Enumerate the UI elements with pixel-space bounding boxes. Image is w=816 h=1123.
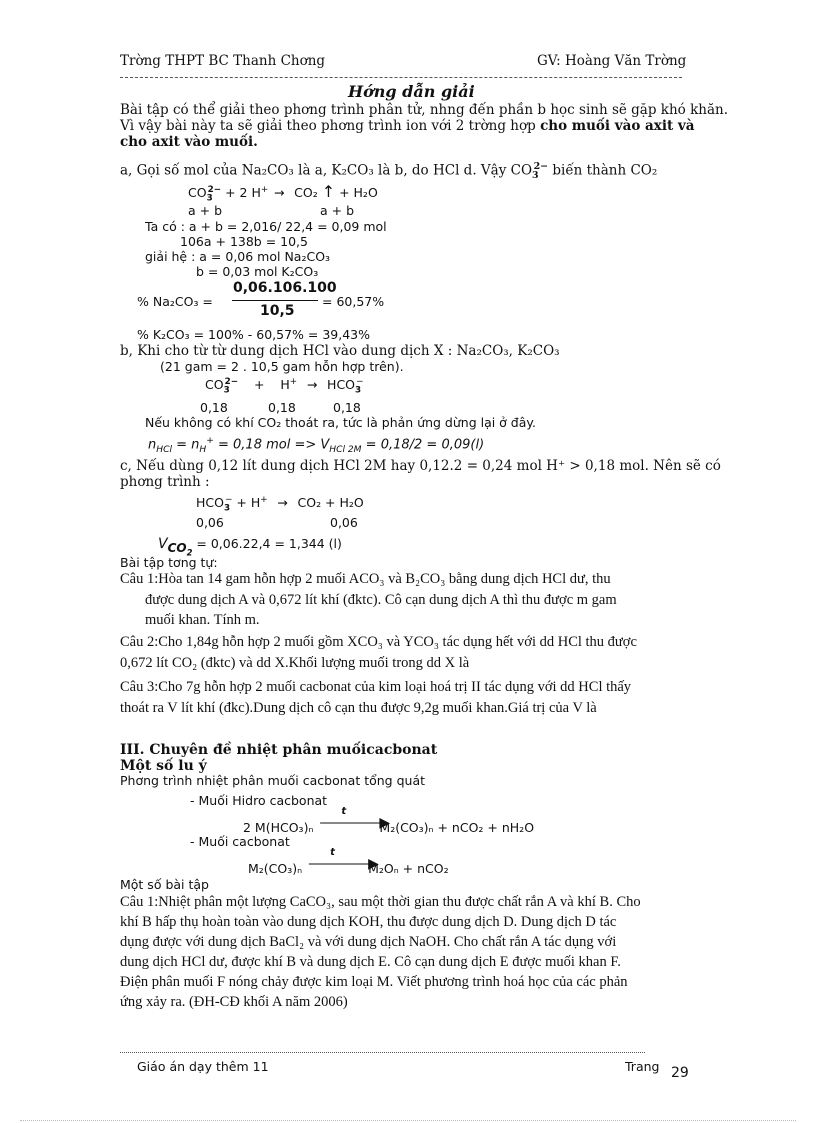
exercise-3-line-1: Câu 3:Cho 7g hỗn hợp 2 muối cacbonat của kim loại hoá trị II tác dụng với dd HCl thấy: [120, 679, 632, 695]
part-a-giai-he: giải hệ : a = 0,06 mol Na₂CO₃: [145, 249, 331, 264]
part-b-v2: 0,18: [268, 400, 296, 415]
page-title: Hớng dẫn giải: [348, 82, 475, 101]
footer-divider: [120, 1052, 645, 1053]
header-teacher: GV: Hoàng Văn Trờng: [537, 53, 687, 69]
part-c-equation: $HCO_3^- + H^+ \to CO_2 + H_2O$: [196, 495, 364, 514]
part-a-eq2: 106a + 138b = 10,5: [180, 234, 308, 249]
page-edge-divider: [20, 1120, 796, 1121]
decomp-eq-2: M₂(CO₃)ₙ t —————▶ M₂Oₙ + nCO₂: [248, 847, 449, 876]
header-divider: [120, 77, 682, 78]
heat-arrow-icon: t —————▶: [308, 847, 377, 872]
decomp-eq-1: 2 M(HCO₃)ₙ t —————▶ M₂(CO₃)ₙ + nCO₂ + nH₂O: [243, 806, 535, 835]
part-a-below-right: a + b: [320, 203, 355, 218]
part-b-mass: (21 gam = 2 . 10,5 gam hỗn hợp trên).: [160, 359, 404, 374]
part-a-intro: a, Gọi số mol của Na₂CO₃ là a, K₂CO₃ là b, do HCl d. Vậy $CO_3^{2-}$ biến thành CO₂: [120, 161, 658, 182]
intro-line-3: cho axit vào muối.: [120, 134, 258, 150]
reaction-arrow-icon: →: [277, 495, 288, 511]
intro-line-2: Vì vậy bài này ta sẽ giải theo phơng trình ion với 2 trờng hợp cho muối vào axit và: [120, 118, 695, 134]
reaction-arrow-icon: →: [306, 377, 318, 393]
heat-arrow-icon: t —————▶: [319, 806, 389, 831]
part-a-b-value: b = 0,03 mol K₂CO₃: [196, 264, 319, 279]
part-c-line-1: c, Nếu dùng 0,12 lít dung dịch HCl 2M hay 0,12.2 = 0,24 mol H⁺ > 0,18 mol. Nên sẽ có: [120, 458, 721, 474]
part-b-calc: $n_{HCl} = n_H^+ = 0,18$ mol => $V_{HCl 2M} = 0,18/2 = 0,09(l)$: [148, 436, 485, 455]
fraction-denominator: 10,5: [260, 303, 295, 319]
pct-k: % K₂CO₃ = 100% - 60,57% = 39,43%: [137, 327, 370, 342]
exercise-2-line-2: 0,672 lít CO₂ (đktc) và dd X.Khối lượng muối trong dd X là: [120, 655, 470, 671]
exercise-1-line-3: muối khan. Tính m.: [145, 612, 260, 628]
pct-na-result: = 60,57%: [322, 294, 385, 309]
s3-exercise-1-line-3: dụng được với dung dịch BaCl₂ và với dung dịch NaOH. Cho chất rắn A tác dụng với: [120, 934, 617, 950]
s3-exercise-1-line-6: ứng xảy ra. (ĐH-CĐ khối A năm 2006): [120, 994, 348, 1010]
s3-exercise-1-line-2: khí B hấp thụ hoàn toàn vào dung dịch KOH, thu được dung dịch D. Dung dịch D tác: [120, 914, 617, 930]
fraction-bar: [232, 300, 318, 301]
part-a-taco: Ta có : a + b = 2,016/ 22,4 = 0,09 mol: [145, 219, 387, 234]
part-a-equation: $CO_3^{2-} + 2$ H+ → CO₂ ↑ + H₂O: [188, 182, 378, 204]
footer-left: Giáo án dạy thêm 11: [137, 1059, 269, 1074]
exercise-3-line-2: thoát ra V lít khí (đkc).Dung dịch cô cạn thu được 9,2g muối khan.Giá trị của V là: [120, 700, 597, 716]
part-c-vco2: $V_{CO_2} = 0,06.22,4 = 1,344$ (l): [158, 536, 342, 557]
part-b-intro: b, Khi cho từ từ dung dịch HCl vào dung dịch X : Na₂CO₃, K₂CO₃: [120, 343, 560, 359]
fraction-numerator: 0,06.106.100: [233, 280, 337, 296]
part-c-v1: 0,06: [196, 515, 224, 530]
s3-exercise-1-line-1: Câu 1:Nhiệt phân một lượng CaCO₃, sau một thời gian thu được chất rắn A và khí B. Cho: [120, 894, 641, 910]
part-a-below-left: a + b: [188, 203, 223, 218]
exercises-heading: Bài tập tơng tự:: [120, 555, 218, 570]
bullet-cacbonat: - Muối cacbonat: [190, 834, 290, 849]
section-3-general: Phơng trình nhiệt phân muối cacbonat tổng quát: [120, 773, 425, 788]
part-c-v2: 0,06: [330, 515, 358, 530]
part-c-line-2: phơng trình :: [120, 474, 210, 490]
part-b-v3: 0,18: [333, 400, 361, 415]
section-3-heading: III. Chuyên đề nhiệt phân muốicacbonat: [120, 742, 438, 758]
exercise-1-line-2: được dung dịch A và 0,672 lít khí (đktc). Cô cạn dung dịch A thì thu được m gam: [145, 592, 617, 608]
part-b-equation: $CO_3^{2-}$ + $H^+ \to HCO_3^-$: [205, 377, 364, 396]
footer-trang: Trang: [625, 1059, 660, 1074]
page-number: 29: [671, 1065, 689, 1081]
reaction-arrow-icon: →: [273, 185, 285, 200]
s3-exercise-1-line-4: dung dịch HCl dư, được khí B và dung dịch E. Cô cạn dung dịch E được muối khan F.: [120, 954, 621, 970]
part-b-v1: 0,18: [200, 400, 228, 415]
pct-na-label: % Na₂CO₃ =: [137, 294, 213, 309]
part-b-note: Nếu không có khí CO₂ thoát ra, tức là phản ứng dừng lại ở đây.: [145, 415, 536, 430]
header-school: Trờng THPT BC Thanh Chơng: [120, 53, 326, 69]
intro-line-1: Bài tập có thể giải theo phơng trình phân tử, nhng đến phần b học sinh sẽ gặp khó khăn.: [120, 102, 728, 118]
gas-up-arrow-icon: ↑: [321, 182, 336, 201]
section-3-subheading: Một số lu ý: [120, 758, 207, 774]
section-3-exercises-label: Một số bài tập: [120, 877, 209, 892]
exercise-1-line-1: Câu 1:Hòa tan 14 gam hỗn hợp 2 muối ACO₃ và B₂CO₃ bằng dung dịch HCl dư, thu: [120, 571, 611, 587]
s3-exercise-1-line-5: Điện phân muối F nóng chảy được kim loại M. Viết phương trình hoá học của các phản: [120, 974, 628, 990]
bullet-hidro-cacbonat: - Muối Hidro cacbonat: [190, 793, 328, 808]
exercise-2-line-1: Câu 2:Cho 1,84g hỗn hợp 2 muối gồm XCO₃ và YCO₃ tác dụng hết với dd HCl thu được: [120, 634, 637, 650]
